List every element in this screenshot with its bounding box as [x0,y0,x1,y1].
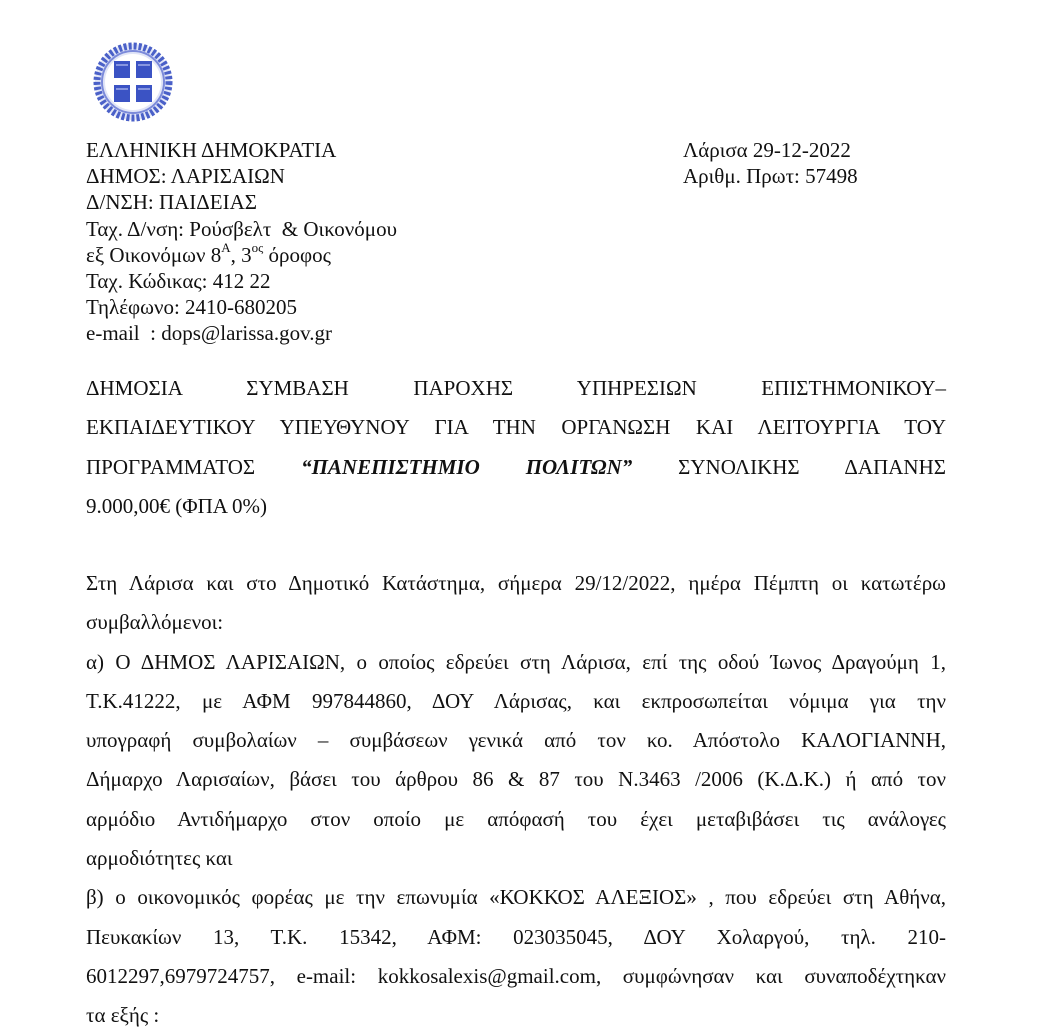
body-line: 6012297,6979724757, e-mail: kokkosalexis@gmail.com, συμφώνησαν και συναποδέχτηκαν [86,963,946,988]
document-reference [683,137,858,189]
department-name: Δ/ΝΣΗ: ΠΑΙΔΕΙΑΣ [86,190,258,215]
contract-title [86,369,946,526]
postal-address: Ταχ. Δ/νση: Ρούσβελτ & Οικονόμου [86,216,397,241]
body-line: αρμοδιότητες και [86,846,233,871]
body-line: Τ.Κ.41222, με ΑΦΜ 997844860, ΔΟΥ Λάρισας, και εκπροσωπείται νόμιμα για την [86,688,946,713]
email-address: e-mail : dops@larissa.gov.gr [86,321,333,346]
body-line: τα εξής : [86,1003,160,1028]
contract-body [86,564,946,1036]
document-date: Λάρισα 29-12-2022 [683,138,851,162]
title-line: ΔΗΜΟΣΙΑ ΣΥΜΒΑΣΗ ΠΑΡΟΧΗΣ ΥΠΗΡΕΣΙΩΝ ΕΠΙΣΤΗΜΟΝΙΚΟΥ– [86,376,946,400]
body-line: αρμόδιο Αντιδήμαρχο στον οποίο με απόφασή του έχει μεταβιβάσει τις ανάλογες [86,806,946,831]
postal-code: Ταχ. Κώδικας: 412 22 [86,269,271,294]
body-line: Στη Λάρισα και στο Δημοτικό Κατάστημα, σήμερα 29/12/2022, ημέρα Πέμπτη οι κατωτέρω [86,571,946,595]
body-line: συμβαλλόμενοι: [86,610,224,635]
body-line: Πευκακίων 13, Τ.Κ. 15342, ΑΦΜ: 023035045, ΔΟΥ Χολαργού, τηλ. 210- [86,924,946,949]
greek-coat-of-arms-emblem [92,41,174,123]
greek-coat-of-arms-icon [92,41,174,123]
program-name: “ΠΑΝΕΠΙΣΤΗΜΙΟ ΠΟΛΙΤΩΝ” [301,454,633,479]
phone-number: Τηλέφωνο: 2410-680205 [86,295,298,320]
body-line: β) ο οικονομικός φορέας με την επωνυμία «ΚΟΚΚΟΣ ΑΛΕΞΙΟΣ» , που εδρεύει στη Αθήνα, [86,885,946,910]
title-line: ΕΚΠΑΙΔΕΥΤΙΚΟΥ ΥΠΕΥΘΥΝΟΥ ΓΙΑ ΤΗΝ ΟΡΓΑΝΩΣΗ ΚΑΙ ΛΕΙΤΟΥΡΓΙΑ ΤΟΥ [86,415,946,440]
address-detail: εξ Οικονόμων $8^A$, $3^{o\varsigma}$ όροφος [86,239,331,267]
body-line: Δήμαρχο Λαρισαίων, βάσει του άρθρου 86 & 87 του Ν.3463 /2006 (Κ.Δ.Κ.) ή από τον [86,767,946,792]
body-line: α) Ο ΔΗΜΟΣ ΛΑΡΙΣΑΙΩΝ, ο οποίος εδρεύει στη Λάρισα, επί της οδού Ίωνος Δραγούμη 1, [86,649,946,674]
title-line: 9.000,00€ (ΦΠΑ 0%) [86,493,268,518]
protocol-number: Αριθμ. Πρωτ: 57498 [683,164,858,189]
title-line: ΠΡΟΓΡΑΜΜΑΤΟΣ “ΠΑΝΕΠΙΣΤΗΜΙΟ ΠΟΛΙΤΩΝ” ΣΥΝΟΛΙΚΗΣ ΔΑΠΑΝΗΣ [86,454,946,479]
sender-info [86,137,397,347]
body-line: υπογραφή συμβολαίων – συμβάσεων γενικά από τον κο. Απόστολο ΚΑΛΟΓΙΑΝΝΗ, [86,728,946,753]
municipality-name: ΔΗΜΟΣ: ΛΑΡΙΣΑΙΩΝ [86,164,285,189]
country-name: ΕΛΛΗΝΙΚΗ ΔΗΜΟΚΡΑΤΙΑ [86,138,337,162]
